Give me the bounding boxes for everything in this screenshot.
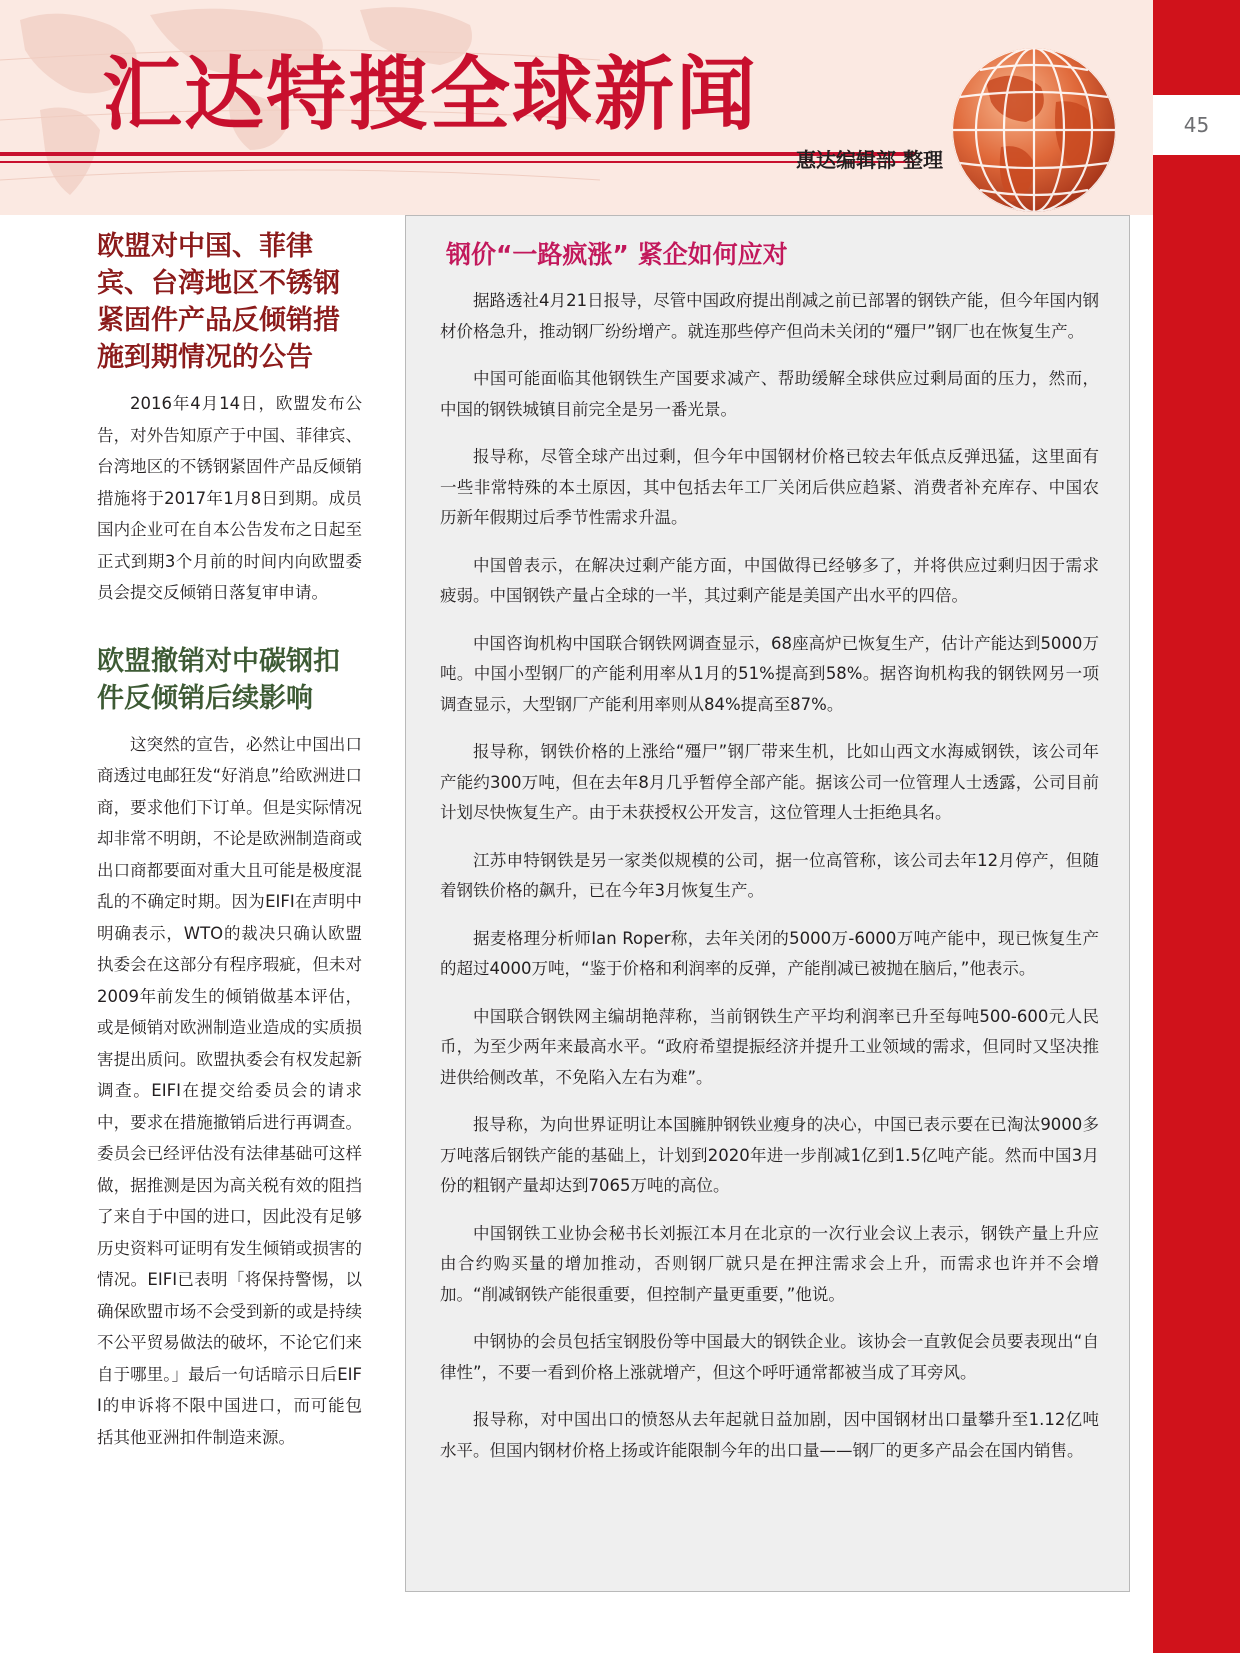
page-header bbox=[0, 0, 1153, 215]
main-paragraph: 中国钢铁工业协会秘书长刘振江本月在北京的一次行业会议上表示，钢铁产量上升应由合约购买量的增加推动，否则钢厂就只是在押注需求会上升，而需求也许并不会增加。“削减钢铁产能很重要，但控制产量更重要，”他说。 bbox=[440, 1223, 1099, 1304]
main-paragraph: 报导称，钢铁价格的上涨给“殭尸”钢厂带来生机，比如山西文水海威钢铁，该公司年产能约300万吨，但在去年8月几乎暂停全部产能。据该公司一位管理人士透露，公司目前计划尽快恢复生产。由于未获授权公开发言，这位管理人士拒绝具名。 bbox=[440, 742, 1099, 822]
main-paragraph: 报导称，为向世界证明让本国臃肿钢铁业瘦身的决心，中国已表示要在已淘汰9000多万吨落后钢铁产能的基础上，计划到2020年进一步削减1亿到1.5亿吨产能。然而中国3月份的粗钢产量却达到7065万吨的高位。 bbox=[440, 1115, 1099, 1195]
main-paragraph: 报导称，对中国出口的愤怒从去年起就日益加剧，因中国钢材出口量攀升至1.12亿吨水平。但国内钢材价格上扬或许能限制今年的出口量——钢厂的更多产品会在国内销售。 bbox=[440, 1410, 1099, 1460]
main-article-title: 钢价“一路疯涨” 紧企如何应对 bbox=[446, 240, 788, 269]
page-edge-band bbox=[1153, 0, 1240, 1653]
header-rule-thick bbox=[0, 152, 915, 156]
main-paragraph: 江苏申特钢铁是另一家类似规模的公司，据一位高管称，该公司去年12月停产，但随着钢铁价格的飙升，已在今年3月恢复生产。 bbox=[440, 850, 1099, 900]
main-paragraph: 中国可能面临其他钢铁生产国要求减产、帮助缓解全球供应过剩局面的压力，然而，中国的钢铁城镇目前完全是另一番光景。 bbox=[440, 369, 1099, 419]
main-paragraph: 中钢协的会员包括宝钢股份等中国最大的钢铁企业。该协会一直敦促会员要表现出“自律性”，不要一看到价格上涨就增产，但这个呼吁通常都被当成了耳旁风。 bbox=[440, 1332, 1099, 1382]
main-paragraph: 报导称，尽管全球产出过剩，但今年中国钢材价格已较去年低点反弹迅猛，这里面有一些非常特殊的本土原因，其中包括去年工厂关闭后供应趋紧、消费者补充库存、中国农历新年假期过后季节性需求升温。 bbox=[440, 447, 1099, 527]
section-title: 汇达特搜全球新闻 bbox=[102, 48, 758, 141]
header-rule-thin bbox=[0, 161, 915, 163]
left-column bbox=[97, 228, 362, 1453]
main-paragraph: 中国联合钢铁网主编胡艳萍称，当前钢铁生产平均利润率已升至每吨500-600元人民币，为至少两年来最高水平。“政府希望提振经济并提升工业领域的需求，但同时又坚决推进供给侧改革，不免陷入左右为难”。 bbox=[440, 1006, 1099, 1087]
main-paragraph: 中国咨询机构中国联合钢铁网调查显示，68座高炉已恢复生产，估计产能达到5000万吨。中国小型钢厂的产能利用率从1月的51%提高到58%。据咨询机构我的钢铁网另一项调查显示，大型钢厂产能利用率则从84%提高至87%。 bbox=[440, 633, 1099, 714]
editor-credit: 惠达编辑部 整理 bbox=[796, 148, 943, 172]
globe-icon bbox=[946, 42, 1122, 215]
article-1-title: 欧盟对中国、菲律宾、台湾地区不锈钢紧固件产品反倾销措施到期情况的公告 bbox=[97, 231, 340, 373]
article-2-body: 这突然的宣告，必然让中国出口商透过电邮狂发“好消息”给欧洲进口商，要求他们下订单。但是实际情况却非常不明朗，不论是欧洲制造商或出口商都要面对重大且可能是极度混乱的不确定时期。因为EIFI在声明中明确表示，WTO的裁决只确认欧盟执委会在这部分有程序瑕疵，但未对2009年前发生的倾销做基本评估，或是倾销对欧洲制造业造成的实质损害提出质问。欧盟执委会有权发起新调查。EIFI在提交给委员会的请求中，要求在措施撤销后进行再调查。委员会已经评估没有法律基础可这样做，据推测是因为高关税有效的阻挡了来自于中国的进口，因此没有足够历史资料可证明有发生倾销或损害的情况。EIFI已表明「将保持警惕，以确保欧盟市场不会受到新的或是持续不公平贸易做法的破坏，不论它们来自于哪里。」最后一句话暗示日后EIFI的申诉将不限中国进口，而可能包括其他亚洲扣件制造来源。 bbox=[97, 734, 362, 1447]
article-2-title: 欧盟撤销对中碳钢扣件反倾销后续影响 bbox=[97, 645, 340, 714]
main-article-box bbox=[405, 215, 1130, 1592]
page-number: 45 bbox=[1153, 95, 1240, 155]
article-1-body: 2016年4月14日，欧盟发布公告，对外告知原产于中国、菲律宾、台湾地区的不锈钢紧固件产品反倾销措施将于2017年1月8日到期。成员国内企业可在自本公告发布之日起至正式到期3个月前的时间内向欧盟委员会提交反倾销日落复审申请。 bbox=[97, 394, 362, 602]
main-paragraph: 据路透社4月21日报导，尽管中国政府提出削减之前已部署的钢铁产能，但今年国内钢材价格急升，推动钢厂纷纷增产。就连那些停产但尚未关闭的“殭尸”钢厂也在恢复生产。 bbox=[440, 291, 1099, 341]
main-paragraph: 据麦格理分析师Ian Roper称，去年关闭的5000万-6000万吨产能中，现已恢复生产的超过4000万吨，“鉴于价格和利润率的反弹，产能削减已被抛在脑后，”他表示。 bbox=[440, 928, 1099, 978]
main-paragraph: 中国曾表示，在解决过剩产能方面，中国做得已经够多了，并将供应过剩归因于需求疲弱。中国钢铁产量占全球的一半，其过剩产能是美国产出水平的四倍。 bbox=[440, 555, 1099, 605]
